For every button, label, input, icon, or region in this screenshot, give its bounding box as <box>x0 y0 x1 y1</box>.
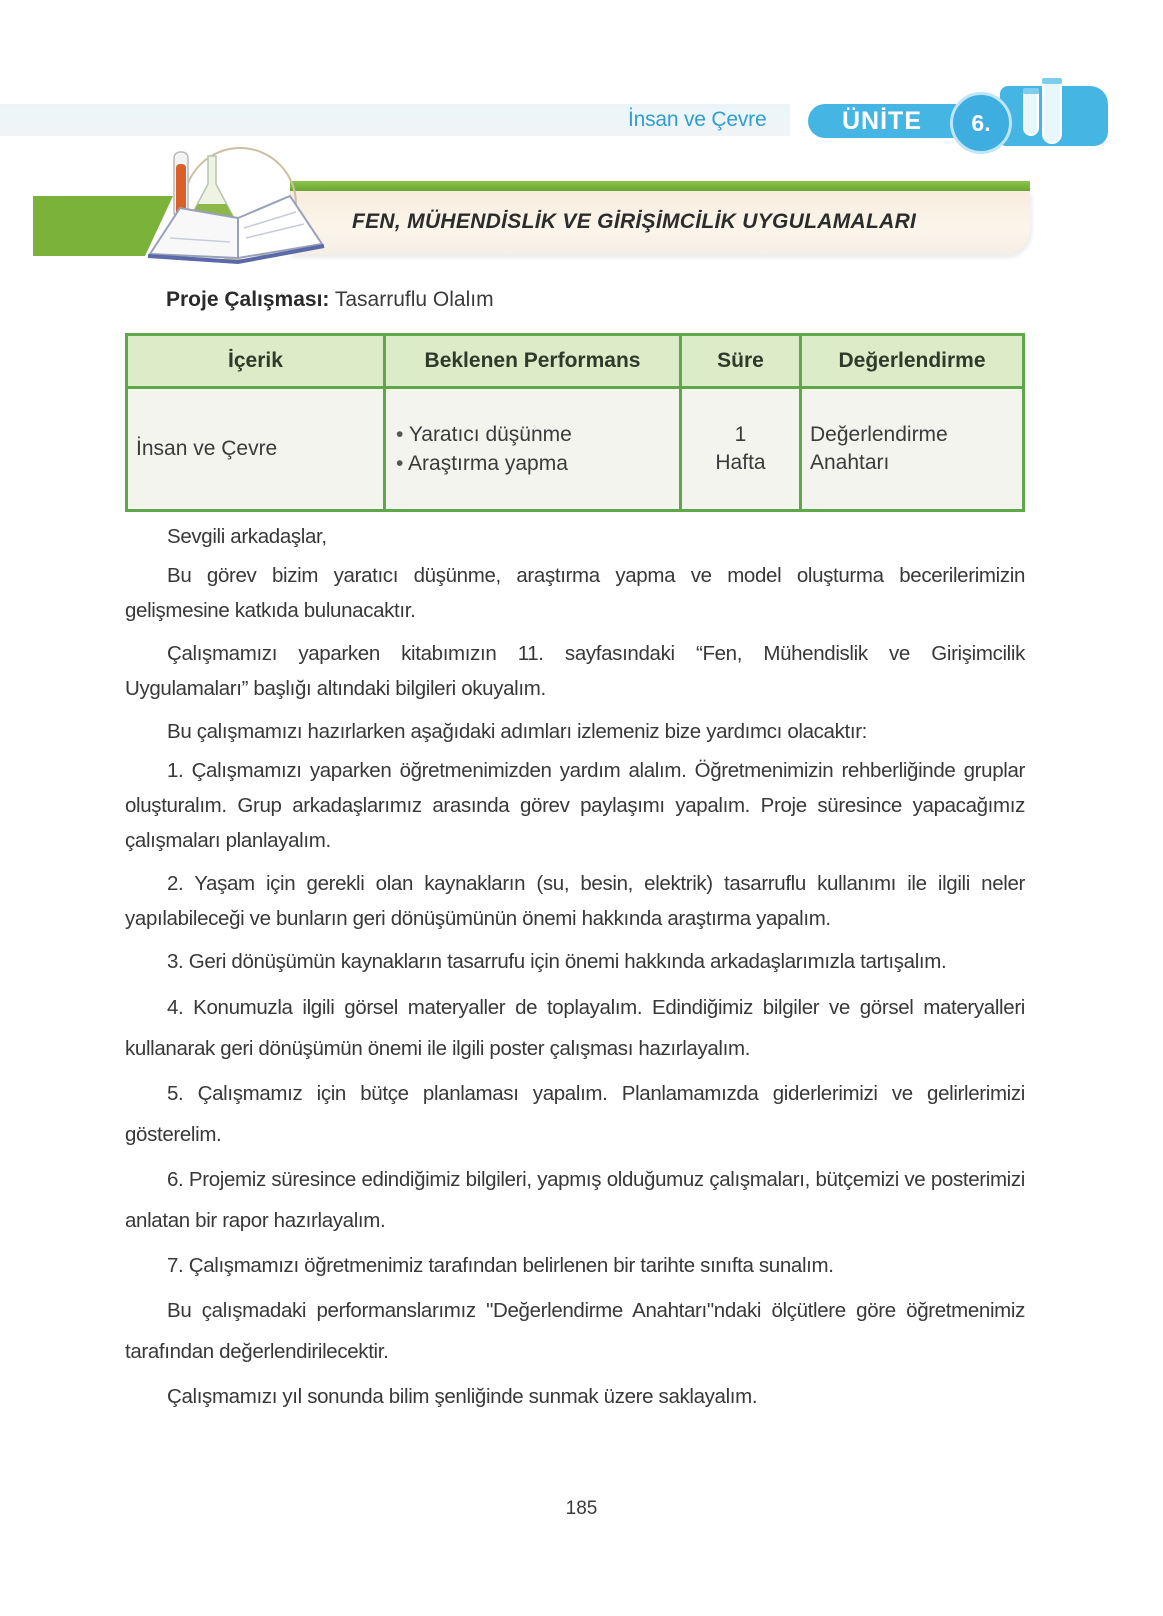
step-6: 6. Projemiz süresince edindiğimiz bilgileri, yapmış olduğumuz çalışmaları, bütçemizi ve posterimizi anlatan bir rapor hazırlayalım. <box>125 1168 1025 1232</box>
section-title: FEN, MÜHENDİSLİK VE GİRİŞİMCİLİK UYGULAMALARI <box>352 210 917 233</box>
table-header-row <box>127 335 1024 388</box>
closing-paragraph: Bu çalışmadaki performanslarımız "Değerlendirme Anahtarı"ndaki ölçütlere göre öğretmenimiz tarafından değerlendirilecektir. <box>125 1299 1025 1363</box>
unit-topic: İnsan ve Çevre <box>628 108 767 131</box>
cell-performance <box>385 388 681 511</box>
cell-duration <box>681 388 801 511</box>
unit-number: 6. <box>950 92 1012 154</box>
evaluation-line: Değerlendirme <box>810 423 948 446</box>
step-2: 2. Yaşam için gerekli olan kaynakların (su, besin, elektrik) tasarruflu kullanımı ile ilgili neler yapılabileceği ve bunların geri dönüşümünün önemi hakkında araştırma yapalım. <box>125 872 1025 930</box>
header-duration: Süre <box>681 335 801 388</box>
greeting: Sevgili arkadaşlar, <box>167 525 327 548</box>
header-evaluation: Değerlendirme <box>801 335 1024 388</box>
header-performance: Beklenen Performans <box>385 335 681 388</box>
step-5: 5. Çalışmamız için bütçe planlaması yapalım. Planlamamızda giderlerimizi ve gelirlerimizi gösterelim. <box>125 1082 1025 1146</box>
step-7: 7. Çalışmamızı öğretmenimiz tarafından belirlenen bir tarihte sınıfta sunalım. <box>167 1254 834 1277</box>
paragraph: Bu görev bizim yaratıcı düşünme, araştırma yapma ve model oluşturma becerilerimizin gelişmesine katkıda bulunacaktır. <box>125 564 1025 622</box>
book-and-lab-glassware-icon <box>140 146 330 266</box>
test-tube-icon <box>1042 82 1062 144</box>
header-content: İçerik <box>127 335 385 388</box>
project-label: Proje Çalışması: <box>166 288 330 311</box>
body-text <box>125 519 1025 1421</box>
duration-unit: Hafta <box>715 451 766 474</box>
page-number: 185 <box>565 1498 598 1519</box>
list-item: • Yaratıcı düşünme <box>396 420 679 449</box>
duration-number: 1 <box>734 423 747 446</box>
test-tube-icon <box>1023 92 1039 136</box>
project-title <box>166 288 494 312</box>
evaluation-line: Anahtarı <box>810 451 890 474</box>
project-name: Tasarruflu Olalım <box>334 288 494 311</box>
paragraph: Bu çalışmamızı hazırlarken aşağıdaki adımları izlemeniz bize yardımcı olacaktır: <box>167 720 868 743</box>
list-item: • Araştırma yapma <box>396 449 679 478</box>
performance-list <box>396 420 679 478</box>
step-1: 1. Çalışmamızı yaparken öğretmenimizden yardım alalım. Öğretmenimizin rehberliğinde gruplar oluşturalım. Grup arkadaşlarımız arasında görev paylaşımı yapalım. Proje süresince yapacağımız çalışmaları planlayalım. <box>125 759 1025 852</box>
unit-label: ÜNİTE <box>808 104 956 138</box>
closing-paragraph: Çalışmamızı yıl sonunda bilim şenliğinde sunmak üzere saklayalım. <box>167 1385 758 1408</box>
paragraph: Çalışmamızı yaparken kitabımızın 11. sayfasındaki “Fen, Mühendislik ve Girişimcilik Uygulamaları” başlığı altındaki bilgileri okuyalım. <box>125 642 1025 700</box>
table-row <box>127 388 1024 511</box>
cell-content: İnsan ve Çevre <box>127 388 385 511</box>
section-header-stripe <box>290 181 1030 191</box>
step-3: 3. Geri dönüşümün kaynakların tasarrufu için önemi hakkında arkadaşlarımızla tartışalım. <box>167 950 947 973</box>
cell-evaluation <box>801 388 1024 511</box>
project-plan-table <box>125 333 1025 512</box>
step-4: 4. Konumuzla ilgili görsel materyaller de toplayalım. Edindiğimiz bilgiler ve görsel materyalleri kullanarak geri dönüşümün önemi ile ilgili poster çalışması hazırlayalım. <box>125 996 1025 1060</box>
